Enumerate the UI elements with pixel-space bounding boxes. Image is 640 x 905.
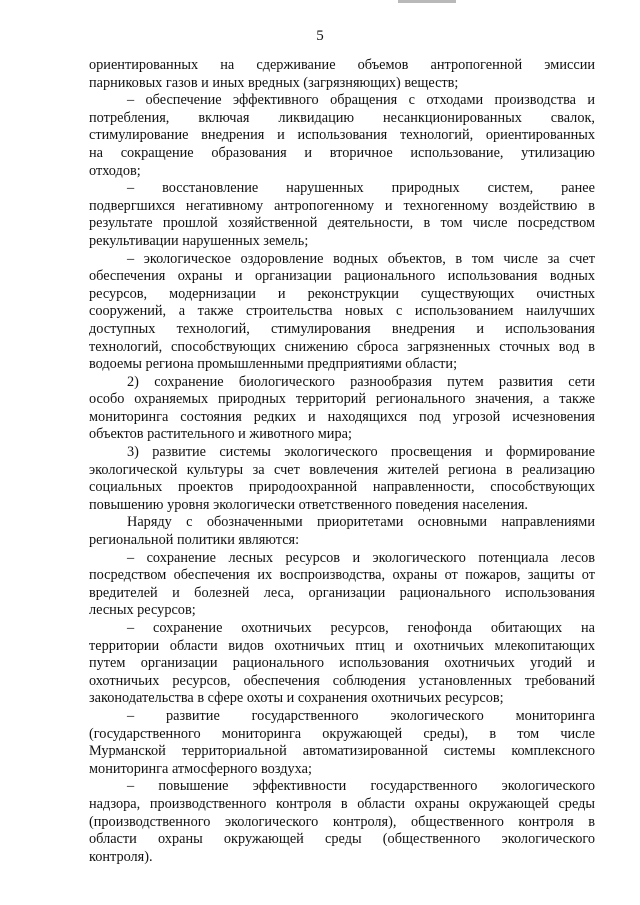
document-body xyxy=(89,57,595,866)
text-line: обеспечения охраны и организации рационального использования водных xyxy=(89,268,595,285)
text-line: ориентированных на сдерживание объемов антропогенной эмиссии xyxy=(89,57,595,73)
page-number: 5 xyxy=(316,28,324,44)
text-line: потребления, включая ликвидацию несанкционированных свалок, xyxy=(89,109,595,126)
text-line: мониторинга состояния редких и находящихся под угрозой исчезновения xyxy=(89,408,595,425)
text-line: путем организации рационального использования охотничьих угодий и xyxy=(89,655,595,672)
text-line: ресурсов, модернизации и реконструкции существующих очистных xyxy=(89,285,595,302)
text-line: региональной политики являются: xyxy=(89,532,300,549)
text-line: мониторинга атмосферного воздуха; xyxy=(89,760,312,777)
text-line: объектов растительного и животного мира; xyxy=(89,426,352,443)
text-line: 2) сохранение биологического разнообразия путем развития сети xyxy=(127,373,595,390)
text-line: области охраны окружающей среды (общественного экологического xyxy=(89,831,595,848)
text-line: стимулирование внедрения и использования технологий, ориентированных xyxy=(89,127,595,144)
text-line: территории области видов охотничьих птиц и охотничьих млекопитающих xyxy=(89,637,595,654)
page-header-mark xyxy=(398,0,456,3)
text-line: водоемы региона промышленными предприятиями области; xyxy=(89,356,458,373)
text-line: повышению уровня экологически ответственного поведения населения. xyxy=(89,496,529,513)
text-line: – восстановление нарушенных природных систем, ранее xyxy=(127,180,595,197)
text-line: рекультивации нарушенных земель; xyxy=(89,232,309,249)
text-line: парниковых газов и иных вредных (загрязняющих) веществ; xyxy=(89,74,459,91)
text-line: (государственного мониторинга окружающей среды), в том числе xyxy=(89,725,595,742)
text-line: – развитие государственного экологического мониторинга xyxy=(127,707,595,724)
text-line: экологической культуры за счет вовлечения жителей региона в реализацию xyxy=(89,461,595,478)
text-line: вредителей и болезней леса, организации рационального использования xyxy=(89,584,595,601)
text-line: социальных проектов природоохранной направленности, способствующих xyxy=(89,479,595,496)
text-line: на сокращение образования и вторичное использование, утилизацию xyxy=(89,144,595,161)
text-line: результате прошлой хозяйственной деятельности, в том числе посредством xyxy=(89,215,595,232)
text-line: охотничьих ресурсов, обеспечения соблюдения установленных требований xyxy=(89,672,595,689)
text-line: особо охраняемых природных территорий регионального значения, а также xyxy=(89,391,595,408)
text-line: сооружений, а также строительства новых с использованием наилучших xyxy=(89,303,595,320)
text-line: посредством обеспечения их воспроизводства, охраны от пожаров, защиты от xyxy=(89,567,595,584)
text-line: – повышение эффективности государственного экологического xyxy=(127,778,595,795)
text-line: – сохранение охотничьих ресурсов, генофонда обитающих на xyxy=(127,620,595,636)
text-line: законодательства в сфере охоты и сохранения охотничьих ресурсов; xyxy=(89,690,504,707)
text-line: надзора, производственного контроля в области охраны окружающей среды xyxy=(89,795,595,812)
text-line: 3) развитие системы экологического просвещения и формирование xyxy=(127,444,595,461)
text-line: Наряду с обозначенными приоритетами основными направлениями xyxy=(127,514,595,531)
text-line: контроля). xyxy=(89,848,153,865)
text-line: – экологическое оздоровление водных объектов, в том числе за счет xyxy=(127,250,595,267)
text-line: лесных ресурсов; xyxy=(89,602,196,619)
text-line: (производственного экологического контроля), общественного контроля в xyxy=(89,813,595,830)
text-line: технологий, способствующих снижению сброса загрязненных сточных вод в xyxy=(89,338,595,355)
text-line: – сохранение лесных ресурсов и экологического потенциала лесов xyxy=(127,549,595,566)
text-line: отходов; xyxy=(89,162,141,179)
text-line: подвергшихся негативному антропогенному и техногенному воздействию в xyxy=(89,197,595,214)
text-line: – обеспечение эффективного обращения с отходами производства и xyxy=(127,92,595,109)
text-line: Мурманской территориальной автоматизированной системы комплексного xyxy=(89,743,595,760)
text-line: доступных технологий, стимулирования внедрения и использования xyxy=(89,320,595,337)
